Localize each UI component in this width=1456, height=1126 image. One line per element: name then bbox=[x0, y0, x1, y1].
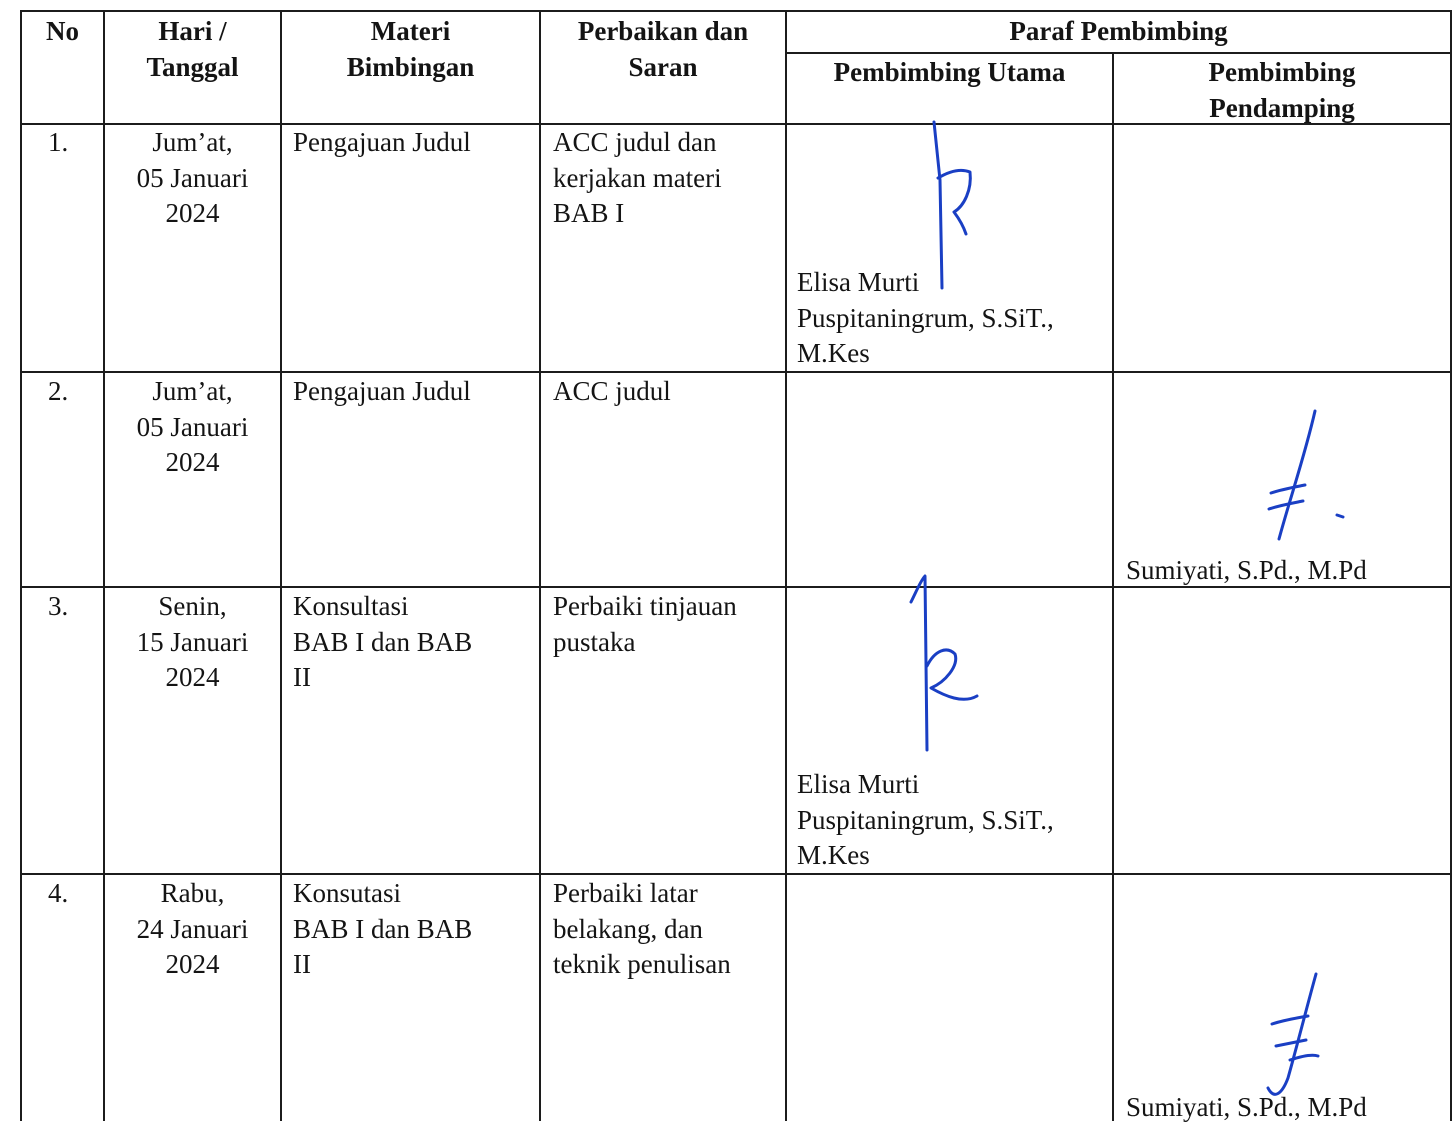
row-4-no: 4. bbox=[48, 878, 69, 908]
row-3-utama-name: Elisa Murti Puspitaningrum, S.SiT., M.Kes bbox=[797, 769, 1054, 870]
row-1-tanggal: Jum’at, 05 Januari 2024 bbox=[136, 127, 249, 228]
header-materi: Materi Bimbingan bbox=[346, 16, 475, 82]
row-4-materi: Konsutasi BAB I dan BAB II bbox=[293, 878, 473, 979]
column-divider bbox=[280, 10, 282, 1121]
table-border-top bbox=[20, 10, 1452, 12]
row-2-perbaikan: ACC judul bbox=[553, 376, 671, 406]
row-3-tanggal: Senin, 15 Januari 2024 bbox=[136, 591, 249, 692]
row-3-utama-signature bbox=[905, 570, 995, 760]
row-divider bbox=[20, 371, 1452, 373]
row-2-no: 2. bbox=[48, 376, 69, 406]
table-border-right bbox=[1450, 10, 1452, 1121]
header-no: No bbox=[46, 16, 79, 46]
row-2-materi: Pengajuan Judul bbox=[293, 376, 471, 406]
row-1-perbaikan: ACC judul dan kerjakan materi BAB I bbox=[553, 127, 722, 228]
header-pendamping: Pembimbing Pendamping bbox=[1208, 57, 1356, 123]
header-perbaikan: Perbaikan dan Saran bbox=[577, 16, 749, 82]
row-3-no: 3. bbox=[48, 591, 69, 621]
header-paraf: Paraf Pembimbing bbox=[1009, 16, 1228, 46]
row-3-materi: Konsultasi BAB I dan BAB II bbox=[293, 591, 473, 692]
row-4-pendamping-name: Sumiyati, S.Pd., M.Pd bbox=[1126, 1092, 1367, 1122]
row-2-pendamping-name: Sumiyati, S.Pd., M.Pd bbox=[1126, 555, 1367, 585]
column-divider bbox=[539, 10, 541, 1121]
row-2-tanggal: Jum’at, 05 Januari 2024 bbox=[136, 376, 249, 477]
column-divider bbox=[785, 10, 787, 1121]
row-4-tanggal: Rabu, 24 Januari 2024 bbox=[136, 878, 249, 979]
row-3-perbaikan: Perbaiki tinjauan pustaka bbox=[553, 591, 737, 657]
row-1-materi: Pengajuan Judul bbox=[293, 127, 471, 157]
row-4-perbaikan: Perbaiki latar belakang, dan teknik penulisan bbox=[553, 878, 731, 979]
table-border-left bbox=[20, 10, 22, 1121]
header-utama: Pembimbing Utama bbox=[833, 57, 1066, 87]
row-divider bbox=[20, 873, 1452, 875]
row-1-no: 1. bbox=[48, 127, 69, 157]
row-2-pendamping-signature bbox=[1255, 405, 1355, 545]
row-1-utama-name: Elisa Murti Puspitaningrum, S.SiT., M.Kes bbox=[797, 267, 1054, 368]
header-tanggal: Hari / Tanggal bbox=[146, 16, 239, 82]
